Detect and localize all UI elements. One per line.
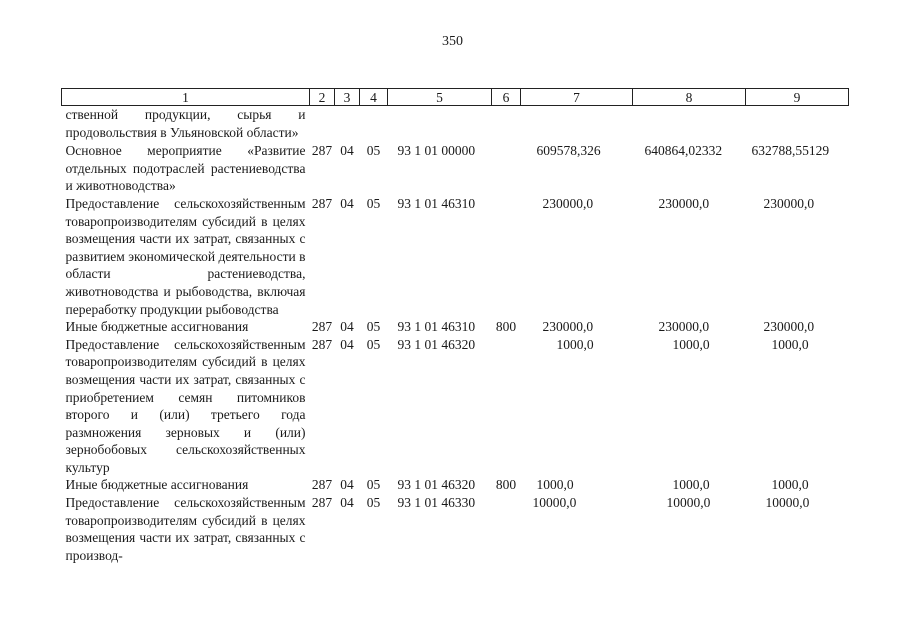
row-amount-col8	[633, 106, 746, 142]
row-section: 04	[340, 336, 354, 352]
row-amount-col9	[746, 106, 849, 142]
row-ministry: 287	[311, 477, 333, 493]
column-header-1: 1	[62, 89, 310, 106]
row-subsection: 05	[366, 495, 381, 511]
row-amount-col9: 1000,0	[771, 336, 809, 352]
row-subsection: 05	[366, 336, 381, 352]
row-name: Иные бюджетные ассигнования	[65, 477, 249, 493]
row-expense-type: 800	[495, 319, 517, 335]
row-target-code: 93 1 01 00000	[397, 143, 476, 159]
row-name: Предоставление сельскохозяйственным товаропроизводителям субсидий в целях возмещения части их затрат, связанных с развитием экономической деятельности в области растениеводства, животноводства и рыбоводства, включая переработку продукции рыбоводства	[65, 195, 306, 317]
row-section: 04	[340, 143, 354, 159]
row-amount-col7: 609578,326	[536, 143, 601, 159]
row-amount-col8: 10000,0	[666, 495, 711, 511]
row-section: 04	[340, 319, 354, 335]
row-expense-type: 800	[495, 477, 517, 493]
row-target-code	[388, 106, 492, 142]
row-name: Предоставление сельскохозяйственным товаропроизводителям субсидий в целях возмещения части их затрат, связанных с производ-	[65, 495, 306, 563]
row-name: Предоставление сельскохозяйственным товаропроизводителям субсидий в целях возмещения части их затрат, связанных с приобретением семян питомников второго и (или) третьего года размножения зерновых и (или) зернобобовых сельскохозяйственных культур	[65, 336, 306, 475]
row-target-code: 93 1 01 46320	[397, 477, 476, 493]
page-number: 350	[442, 34, 463, 49]
table-row	[62, 494, 849, 564]
row-amount-col7	[521, 106, 633, 142]
budget-table	[61, 88, 849, 564]
row-ministry: 287	[311, 319, 333, 335]
row-subsection: 05	[366, 195, 381, 211]
row-amount-col9: 230000,0	[763, 195, 815, 211]
row-amount-col8: 1000,0	[672, 336, 710, 352]
row-subsection: 05	[366, 319, 381, 335]
row-ministry: 287	[311, 143, 333, 159]
row-amount-col8: 230000,0	[658, 195, 710, 211]
column-header-6: 6	[492, 89, 521, 106]
column-header-7: 7	[521, 89, 633, 106]
row-name: Иные бюджетные ассигнования	[65, 319, 249, 335]
row-amount-col8: 1000,0	[672, 477, 710, 493]
row-name: Основное мероприятие «Развитие отдельных подотраслей растениеводства и животноводства»	[65, 143, 306, 194]
row-amount-col7: 230000,0	[542, 195, 594, 211]
table-row	[62, 476, 849, 494]
row-expense-type	[492, 141, 521, 195]
row-subsection: 05	[366, 477, 381, 493]
table-row	[62, 106, 849, 142]
row-amount-col9: 10000,0	[765, 495, 810, 511]
row-section: 04	[340, 495, 354, 511]
row-ministry: 287	[311, 195, 333, 211]
row-amount-col8: 640864,02332	[644, 143, 723, 159]
row-subsection: 05	[366, 143, 381, 159]
row-expense-type	[492, 494, 521, 564]
row-subsection	[360, 106, 388, 142]
table-row	[62, 141, 849, 195]
row-amount-col8: 230000,0	[658, 319, 710, 335]
table-row	[62, 195, 849, 318]
row-expense-type	[492, 106, 521, 142]
row-section: 04	[340, 195, 354, 211]
row-target-code: 93 1 01 46310	[397, 195, 476, 211]
row-expense-type	[492, 195, 521, 318]
row-ministry: 287	[311, 495, 333, 511]
row-amount-col7: 1000,0	[556, 336, 594, 352]
row-target-code: 93 1 01 46320	[397, 336, 476, 352]
row-name: ственной продукции, сырья и продовольствия в Ульяновской области»	[65, 107, 306, 140]
row-amount-col9: 1000,0	[771, 477, 809, 493]
row-ministry	[310, 106, 335, 142]
column-header-5: 5	[388, 89, 492, 106]
column-header-4: 4	[360, 89, 388, 106]
column-header-8: 8	[633, 89, 746, 106]
column-number-row	[62, 89, 849, 106]
row-expense-type	[492, 336, 521, 477]
row-section: 04	[340, 477, 354, 493]
row-amount-col9: 230000,0	[763, 319, 815, 335]
column-header-9: 9	[746, 89, 849, 106]
column-header-2: 2	[310, 89, 335, 106]
row-target-code: 93 1 01 46310	[397, 319, 476, 335]
row-amount-col7: 1000,0	[536, 477, 574, 493]
table-row	[62, 336, 849, 477]
row-ministry: 287	[311, 336, 333, 352]
column-header-3: 3	[335, 89, 360, 106]
row-section	[335, 106, 360, 142]
row-amount-col7: 230000,0	[542, 319, 594, 335]
row-target-code: 93 1 01 46330	[397, 495, 476, 511]
row-amount-col7: 10000,0	[532, 495, 577, 511]
table-row	[62, 318, 849, 336]
row-amount-col9: 632788,55129	[751, 143, 830, 159]
